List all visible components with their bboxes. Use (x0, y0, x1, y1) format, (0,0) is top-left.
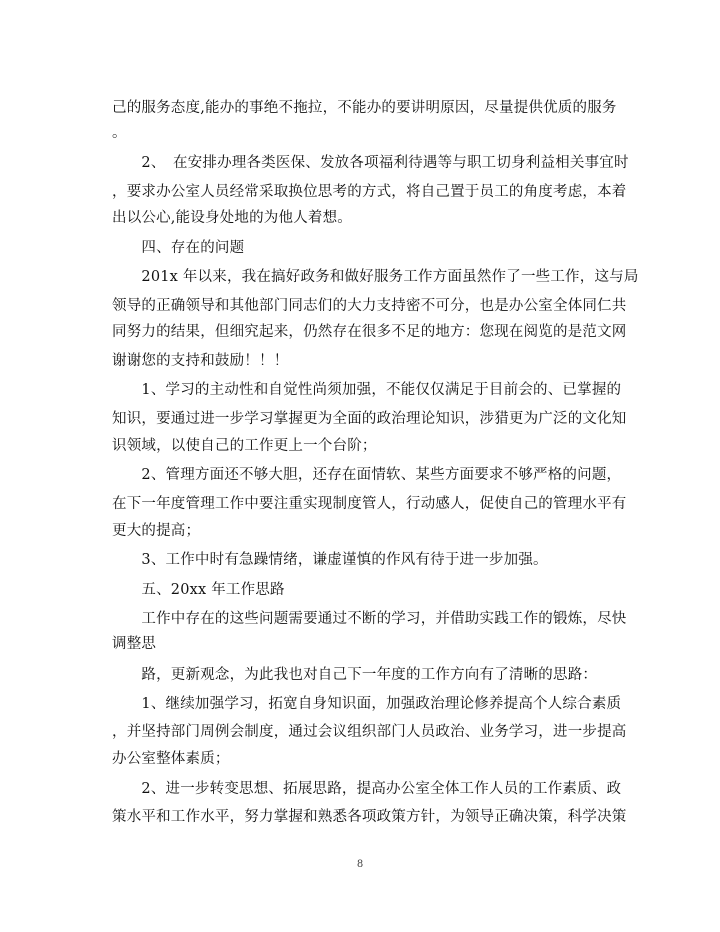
page-number: 8 (356, 859, 364, 870)
text-line: 1、学习的主动性和自觉性尚须加强，不能仅仅满足于目前会的、已掌握的 (112, 382, 622, 398)
text-line: 201x 年以来，我在搞好政务和做好服务工作方面虽然作了一些工作，这与局 (112, 269, 639, 285)
text-line: 3、工作中时有急躁情绪，谦虚谨慎的作风有待于进一步加强。 (112, 552, 548, 568)
text-line: ，要求办公室人员经常采取换位思考的方式，将自己置于员工的角度考虑，本着 (112, 184, 627, 200)
text-line: 2、 在安排办理各类医保、发放各项福利待遇等与职工切身利益相关事宜时 (112, 155, 629, 171)
text-line: 在下一年度管理工作中要注重实现制度管人，行动感人，促使自己的管理水平有 (112, 496, 627, 512)
text-line: 领导的正确领导和其他部门同志们的大力支持密不可分，也是办公室全体同仁共 (112, 298, 627, 314)
text-line: 2、管理方面还不够大胆，还存在面情软、某些方面要求不够严格的问题， (112, 467, 622, 483)
text-line: 路，更新观念，为此我也对自己下一年度的工作方向有了清晰的思路： (112, 667, 598, 683)
text-line: 更大的提高； (112, 523, 201, 539)
text-line: 识领域，以使自己的工作更上一个台阶； (112, 438, 377, 454)
text-line: 知识，要通过进一步学习掌握更为全面的政治理论知识，涉猎更为广泛的文化知 (112, 411, 627, 427)
text-line: 出以公心,能设身处地的为他人着想。 (112, 210, 353, 226)
text-line: 调整思 (112, 636, 157, 652)
text-line: ，并坚持部门周例会制度，通过会议组织部门人员政治、业务学习，进一步提高 (112, 724, 627, 740)
text-line: 策水平和工作水平，努力掌握和熟悉各项政策方针，为领导正确决策，科学决策 (112, 809, 627, 825)
text-line: 四、存在的问题 (112, 240, 245, 256)
text-line: 五、20xx 年工作思路 (112, 582, 285, 598)
text-line: 工作中存在的这些问题需要通过不断的学习，并借助实践工作的锻炼，尽快 (112, 611, 627, 627)
text-line: 谢谢您的支持和鼓励！！！ (112, 353, 289, 369)
text-line: 办公室整体素质； (112, 751, 230, 767)
text-line: 己的服务态度,能办的事绝不拖拉，不能办的要讲明原因，尽量提供优质的服务 (112, 100, 617, 116)
text-line: 同努力的结果，但细究起来，仍然存在很多不足的地方：您现在阅览的是范文网 (112, 324, 627, 340)
text-line: 。 (112, 125, 127, 141)
text-line: 1、继续加强学习，拓宽自身知识面，加强政治理论修养提高个人综合素质 (112, 696, 622, 712)
text-line: 2、进一步转变思想、拓展思路，提高办公室全体工作人员的工作素质、政 (112, 781, 622, 797)
